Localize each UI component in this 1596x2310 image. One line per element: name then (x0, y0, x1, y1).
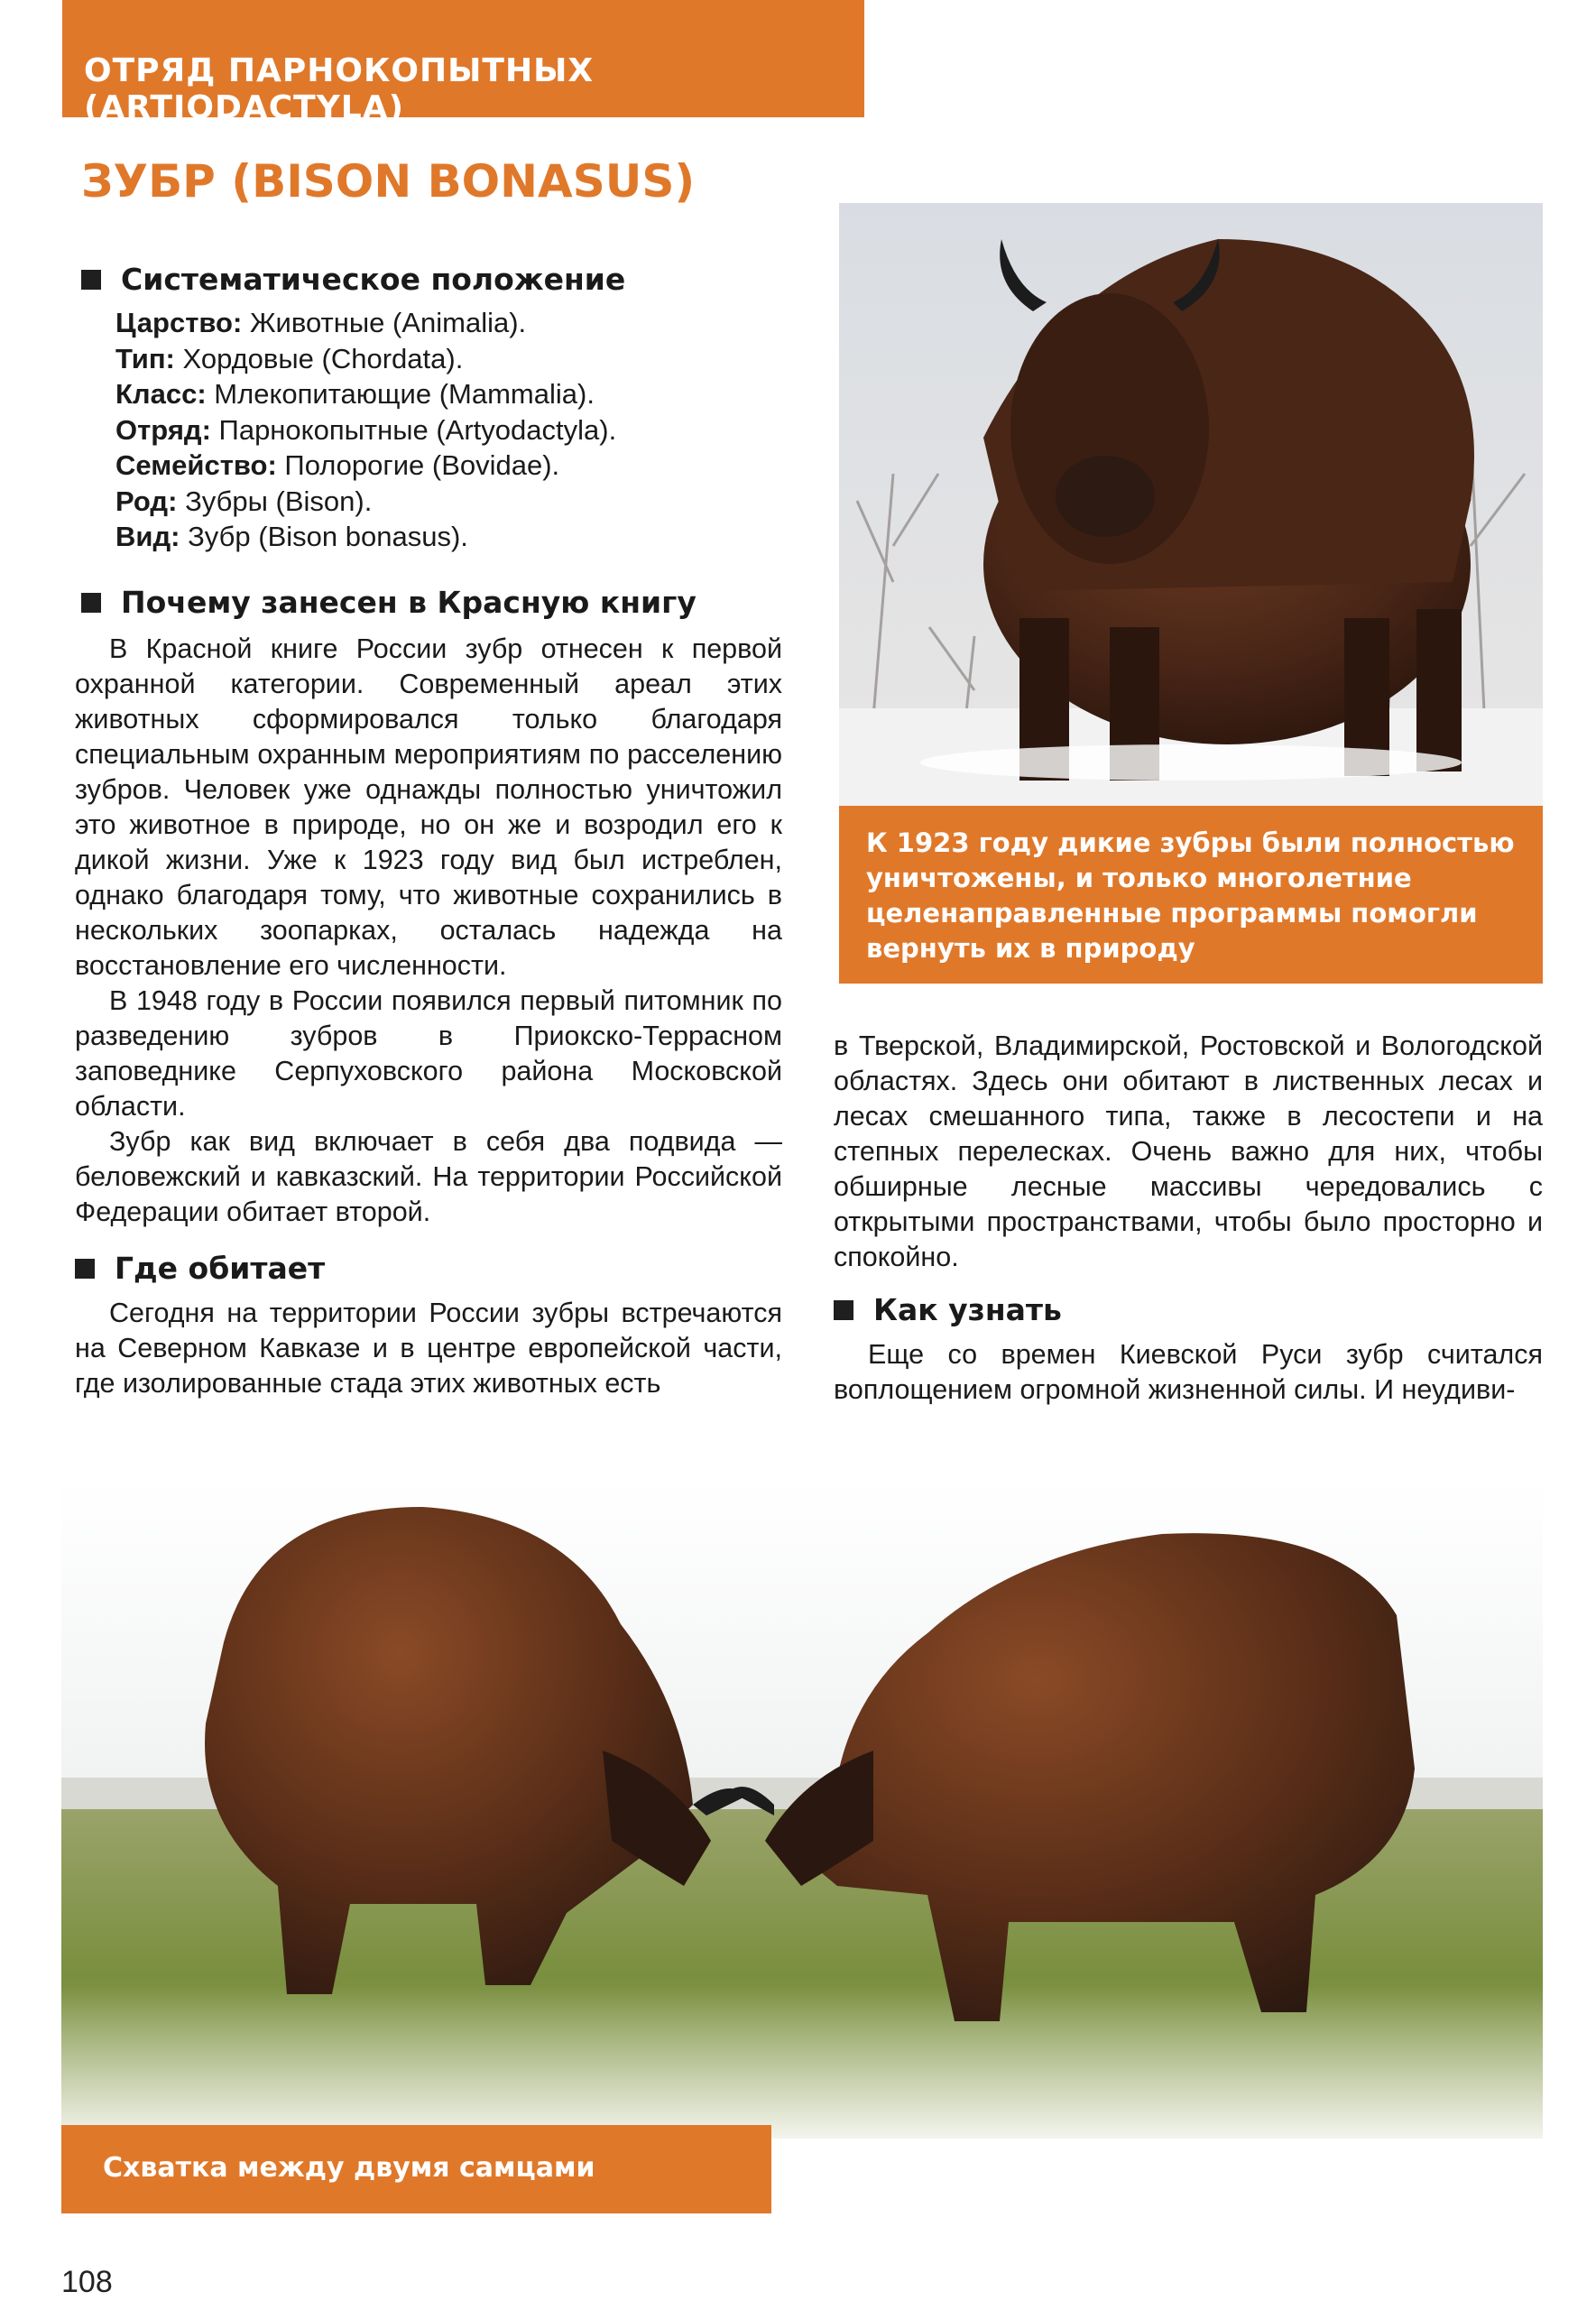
square-bullet-icon (834, 1300, 853, 1320)
chapter-tab (62, 0, 864, 126)
section-heading-systematics (81, 262, 625, 297)
taxonomy-row: Род: Зубры (Bison). (115, 485, 373, 517)
recognize-text (834, 1337, 1543, 1408)
paragraph: В 1948 году в России появился первый питомник по разведению зубров в Приокско-Террасном заповеднике Серпуховского района Московской области. (75, 985, 782, 1122)
bison-fight-photo (61, 1480, 1543, 2139)
page-title: ЗУБР (BISON BONASUS) (81, 155, 696, 208)
photo-caption-top (839, 806, 1543, 984)
taxonomy-row: Класс: Млекопитающие (Mammalia). (115, 378, 595, 410)
paragraph: Сегодня на территории России зубры встречаются на Северном Кавказе и в центре европейской части, где изолированные стада этих животных есть (75, 1298, 782, 1399)
red-book-text (75, 632, 782, 1230)
section-heading-red-book (81, 585, 697, 620)
taxonomy-row: Тип: Хордовые (Chordata). (115, 342, 464, 374)
paragraph: в Тверской, Владимирской, Ростовской и Вологодской областях. Здесь они обитают в лиственных лесах и лесах смешанного типа, также в лесостепи и на степных перелесках. Очень важно для них, чтобы обширные лесные массивы чередовались с открытыми пространствами, чтобы было просторно и спокойно. (834, 1030, 1543, 1272)
paragraph: Еще со времен Киевской Руси зубр считался воплощением огромной жизненной силы. И неудиви- (834, 1339, 1543, 1405)
section-heading-text: Почему занесен в Красную книгу (121, 585, 697, 620)
page-number: 108 (61, 2265, 113, 2299)
paragraph: Зубр как вид включает в себя два подвида — беловежский и кавказский. На территории Российской Федерации обитает второй. (75, 1126, 782, 1227)
chapter-tab-label: ОТРЯД ПАРНОКОПЫТНЫХ (ARTIODACTYLA) (84, 52, 595, 126)
caption-text: Схватка между двумя самцами (103, 2152, 595, 2184)
section-heading-habitat (75, 1251, 325, 1286)
section-heading-text: Систематическое положение (121, 262, 626, 297)
bison-winter-illustration (839, 203, 1543, 806)
caption-text: К 1923 году дикие зубры были полностью уничтожены, и только многолетние целенаправленные программы помогли вернуть их в природу (866, 827, 1515, 964)
photo-caption-bottom (61, 2125, 771, 2213)
taxonomy-row: Вид: Зубр (Bison bonasus). (115, 521, 468, 552)
taxonomy-row: Семейство: Полорогие (Bovidae). (115, 449, 560, 481)
bison-winter-photo (839, 203, 1543, 806)
habitat-text-left (75, 1296, 782, 1401)
square-bullet-icon (81, 593, 101, 613)
square-bullet-icon (75, 1259, 95, 1279)
section-heading-text: Где обитает (115, 1251, 326, 1286)
section-heading-recognize (834, 1292, 1062, 1327)
taxonomy-row: Отряд: Парнокопытные (Artyodactyla). (115, 413, 617, 446)
habitat-text-right (834, 1029, 1543, 1275)
bison-fight-illustration (61, 1480, 1543, 2139)
taxonomy-row: Царство: Животные (Animalia). (115, 307, 527, 338)
taxonomy-list (115, 305, 616, 555)
square-bullet-icon (81, 270, 101, 290)
section-heading-text: Как узнать (873, 1292, 1062, 1327)
paragraph: В Красной книге России зубр отнесен к первой охранной категории. Современный ареал этих животных сформировался только благодаря специальным охранным мероприятиям по расселению зубров. Человек уже однажды полностью уничтожил это животное в природе, но он же и возродил его к дикой жизни. Уже к 1923 году вид был истреблен, однако благодаря тому, что животные сохранились в нескольких зоопарках, осталась надежда на восстановление его численности. (75, 633, 782, 981)
